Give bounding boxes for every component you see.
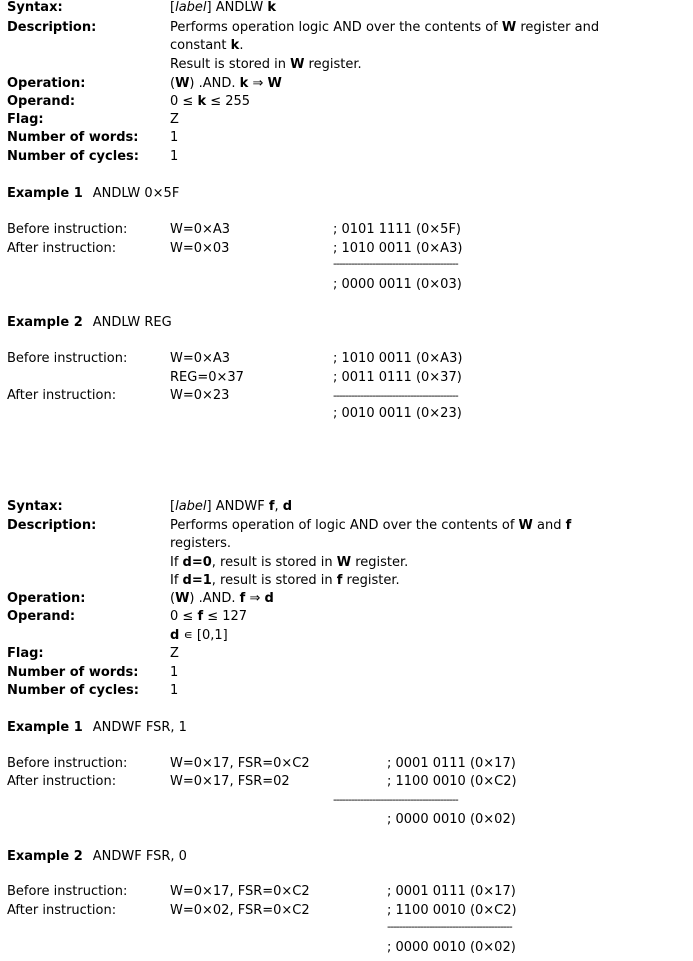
andlw-description-line-2: constant k. — [170, 38, 244, 53]
andlw-flag-value: Z — [170, 112, 179, 127]
andwf-syntax-label: Syntax: — [7, 499, 63, 514]
andwf-flag-value: Z — [170, 646, 179, 661]
andwf-example-1-heading: Example 1 ANDWF FSR, 1 — [7, 720, 187, 735]
andlw-cycles-label: Number of cycles: — [7, 149, 139, 164]
andlw-ex2-before-comment-1: ; 1010 0011 (0×A3) — [333, 351, 463, 366]
andwf-ex2-before-comment: ; 0001 0111 (0×17) — [387, 884, 516, 899]
andwf-ex1-after-value: W=0×17, FSR=02 — [170, 774, 290, 789]
andwf-ex2-before-label: Before instruction: — [7, 884, 128, 899]
andlw-cycles-value: 1 — [170, 149, 179, 164]
andlw-ex2-before-value-2: REG=0×37 — [170, 370, 244, 385]
andwf-description-line-1: Performs operation of logic AND over the contents of W and f — [170, 518, 572, 533]
andwf-description-label: Description: — [7, 518, 97, 533]
andlw-operand-value: 0 ≤ k ≤ 255 — [170, 94, 251, 109]
andlw-words-label: Number of words: — [7, 130, 139, 145]
andwf-ex2-after-value: W=0×02, FSR=0×C2 — [170, 903, 310, 918]
andlw-ex2-before-label: Before instruction: — [7, 351, 128, 366]
andlw-operation-value: (W) .AND. k ⇒ W — [170, 76, 282, 91]
andwf-description-line-4: If d=1, result is stored in f register. — [170, 573, 400, 588]
andwf-ex2-result: ; 0000 0010 (0×02) — [387, 940, 516, 955]
andwf-cycles-label: Number of cycles: — [7, 683, 139, 698]
andwf-cycles-value: 1 — [170, 683, 179, 698]
andlw-operation-label: Operation: — [7, 76, 86, 91]
andlw-operand-label: Operand: — [7, 94, 76, 109]
andlw-syntax-value: [label] ANDLW k — [170, 0, 277, 15]
andwf-syntax-value: [label] ANDWF f, d — [170, 499, 293, 514]
andlw-ex1-before-comment: ; 0101 1111 (0×5F) — [333, 222, 462, 237]
andwf-words-label: Number of words: — [7, 665, 139, 680]
andlw-description-line-1: Performs operation logic AND over the contents of W register and — [170, 20, 600, 35]
andlw-ex1-before-value: W=0×A3 — [170, 222, 231, 237]
andwf-ex2-separator: ------------------------------------------ — [387, 922, 512, 932]
andwf-ex2-after-comment: ; 1100 0010 (0×C2) — [387, 903, 517, 918]
andwf-description-line-3: If d=0, result is stored in W register. — [170, 555, 409, 570]
andwf-ex1-after-comment: ; 1100 0010 (0×C2) — [387, 774, 517, 789]
andwf-ex1-after-label: After instruction: — [7, 774, 117, 789]
andlw-ex2-after-value: W=0×23 — [170, 388, 230, 403]
andlw-ex1-result: ; 0000 0011 (0×03) — [333, 277, 462, 292]
andwf-ex2-after-label: After instruction: — [7, 903, 117, 918]
andwf-ex1-before-comment: ; 0001 0111 (0×17) — [387, 756, 516, 771]
andlw-syntax-label: Syntax: — [7, 0, 63, 15]
andlw-flag-label: Flag: — [7, 112, 44, 127]
andlw-ex2-result: ; 0010 0011 (0×23) — [333, 406, 462, 421]
andwf-ex1-before-label: Before instruction: — [7, 756, 128, 771]
andwf-ex2-before-value: W=0×17, FSR=0×C2 — [170, 884, 310, 899]
andwf-description-line-2: registers. — [170, 536, 232, 551]
andwf-ex1-before-value: W=0×17, FSR=0×C2 — [170, 756, 310, 771]
andlw-example-1-heading: Example 1 ANDLW 0×5F — [7, 186, 180, 201]
andlw-ex1-before-label: Before instruction: — [7, 222, 128, 237]
andlw-example-2-heading: Example 2 ANDLW REG — [7, 315, 172, 330]
andlw-ex1-after-comment: ; 1010 0011 (0×A3) — [333, 241, 463, 256]
andlw-ex2-separator: ------------------------------------------ — [333, 391, 458, 401]
andlw-words-value: 1 — [170, 130, 179, 145]
andlw-ex1-separator: ------------------------------------------ — [333, 259, 458, 269]
andwf-ex1-separator: ------------------------------------------ — [333, 795, 458, 805]
andwf-words-value: 1 — [170, 665, 179, 680]
andwf-flag-label: Flag: — [7, 646, 44, 661]
andwf-operand-value-2: d ∊ [0,1] — [170, 628, 228, 643]
andwf-operand-label: Operand: — [7, 609, 76, 624]
andwf-example-2-heading: Example 2 ANDWF FSR, 0 — [7, 849, 187, 864]
andwf-operation-label: Operation: — [7, 591, 86, 606]
andlw-description-label: Description: — [7, 20, 97, 35]
andwf-operand-value-1: 0 ≤ f ≤ 127 — [170, 609, 248, 624]
andwf-operation-value: (W) .AND. f ⇒ d — [170, 591, 274, 606]
andlw-ex2-before-comment-2: ; 0011 0111 (0×37) — [333, 370, 462, 385]
andlw-description-line-3: Result is stored in W register. — [170, 57, 362, 72]
andlw-ex1-after-label: After instruction: — [7, 241, 117, 256]
andlw-ex1-after-value: W=0×03 — [170, 241, 230, 256]
andlw-ex2-before-value-1: W=0×A3 — [170, 351, 231, 366]
andwf-ex1-result: ; 0000 0010 (0×02) — [387, 812, 516, 827]
andlw-ex2-after-label: After instruction: — [7, 388, 117, 403]
